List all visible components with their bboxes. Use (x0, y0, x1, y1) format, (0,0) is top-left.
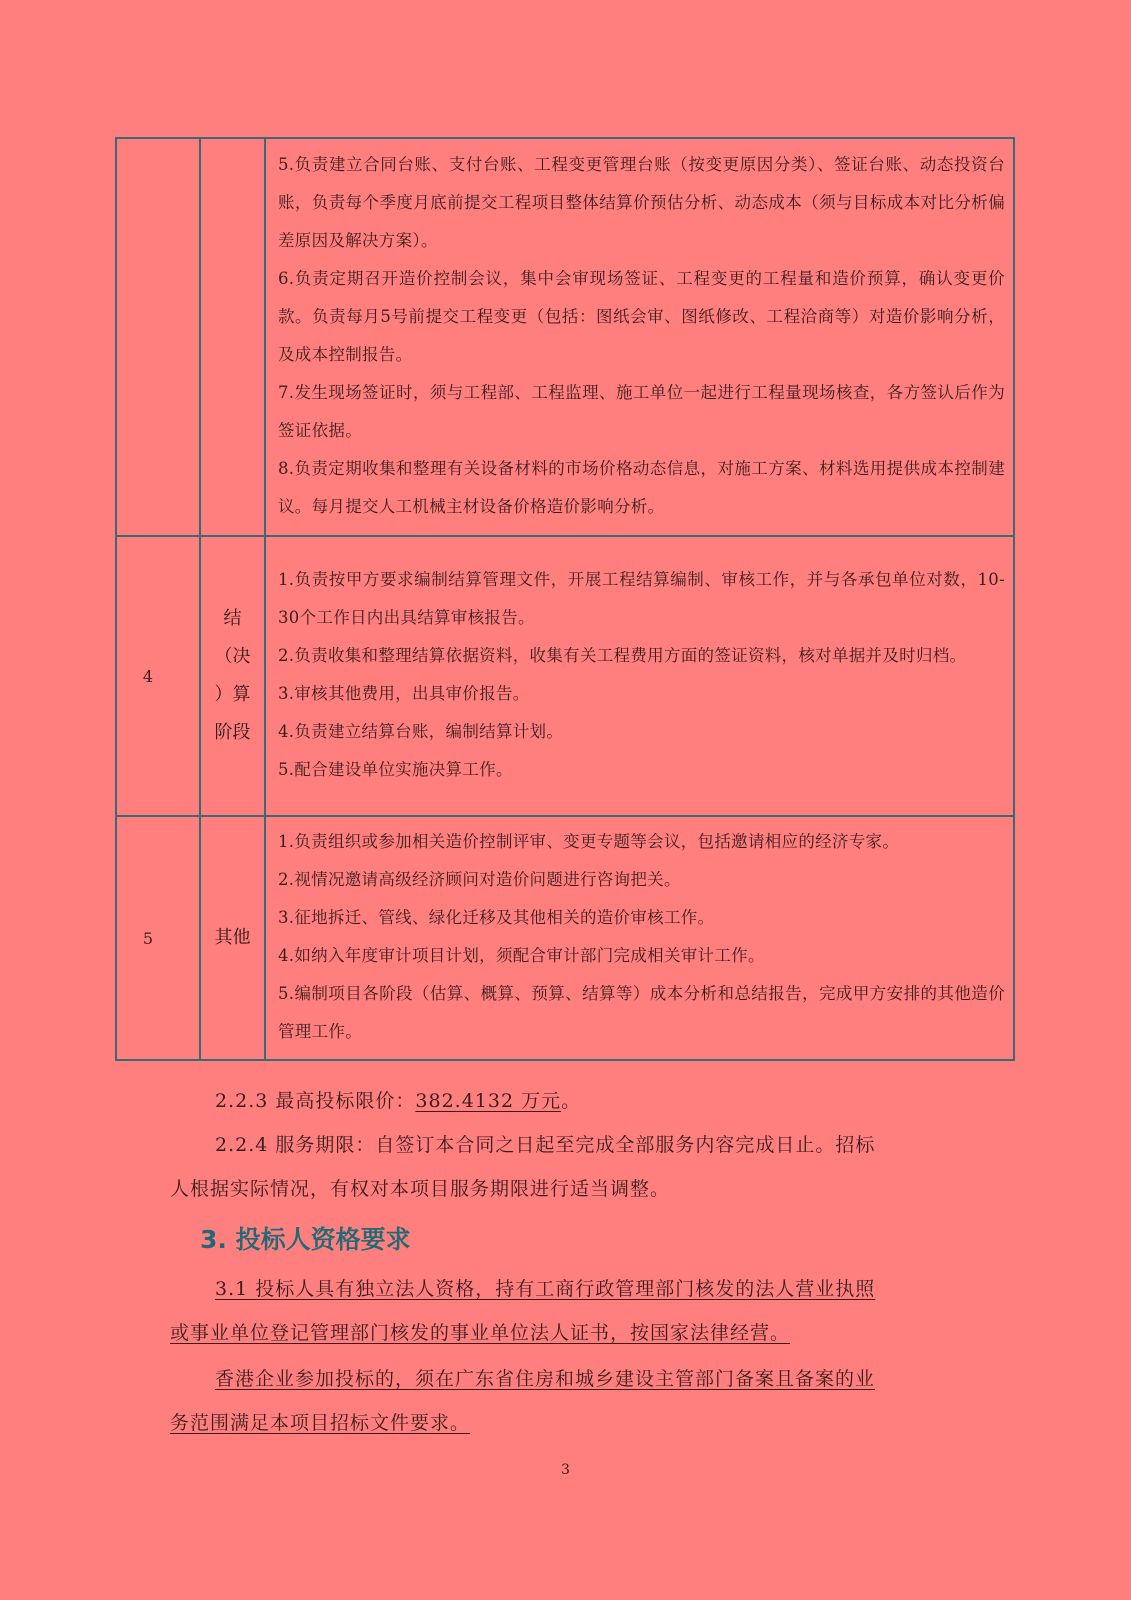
duty-item: 7.发生现场签证时，须与工程部、工程监理、施工单位一起进行工程量现场核查，各方签认后作为签证依据。 (278, 382, 1005, 440)
qualification-3-1-line-2: 或事业单位登记管理部门核发的事业单位法人证书，按国家法律经营。 (170, 1322, 791, 1344)
duty-item: 6.负责定期召开造价控制会议，集中会审现场签证、工程变更的工程量和造价预算，确认变更价款。负责每月5号前提交工程变更（包括：图纸会审、图纸修改、工程洽商等）对造价影响分析，及成本控制报告。 (278, 268, 1005, 364)
stage-label: ）算 (214, 684, 251, 705)
section-heading: 3. 投标人资格要求 (200, 1225, 411, 1254)
duty-item: 8.负责定期收集和整理有关设备材料的市场价格动态信息，对施工方案、材料选用提供成本控制建议。每月提交人工机械主材设备价格造价影响分析。 (278, 458, 1005, 516)
duty-item: 5.配合建设单位实施决算工作。 (278, 759, 513, 779)
duty-item: 5.负责建立合同台账、支付台账、工程变更管理台账（按变更原因分类）、签证台账、动态投资台账，负责每个季度月底前提交工程项目整体结算价预估分析、动态成本（须与目标成本对比分析偏差原因及解决方案）。 (278, 154, 1005, 250)
service-period-line-1: 2.2.4 服务期限：自签订本合同之日起至完成全部服务内容完成日止。招标 (215, 1134, 876, 1156)
max-bid-price-paragraph (215, 1078, 581, 1124)
duty-item: 3.审核其他费用，出具审价报告。 (278, 683, 530, 703)
service-period-line-2: 人根据实际情况，有权对本项目服务期限进行适当调整。 (170, 1178, 671, 1200)
stage-cell (200, 138, 265, 536)
duty-item: 1.负责组织或参加相关造价控制评审、变更专题等会议，包括邀请相应的经济专家。 (278, 831, 900, 851)
duty-item: 1.负责按甲方要求编制结算管理文件，开展工程结算编制、审核工作，并与各承包单位对数，10-30个工作日内出具结算审核报告。 (278, 569, 1005, 627)
duty-item: 4.如纳入年度审计项目计划，须配合审计部门完成相关审计工作。 (278, 945, 765, 965)
stage-label: 结 (223, 608, 242, 629)
duty-item: 5.编制项目各阶段（估算、概算、预算、结算等）成本分析和总结报告，完成甲方安排的其他造价管理工作。 (278, 983, 1005, 1041)
duty-item: 2.视情况邀请高级经济顾问对造价问题进行咨询把关。 (278, 869, 681, 889)
stage-label: 阶段 (214, 722, 251, 743)
hk-clause-line-1: 香港企业参加投标的，须在广东省住房和城乡建设主管部门备案且备案的业 (215, 1368, 876, 1390)
row-number: 4 (116, 536, 200, 816)
row-number (116, 138, 200, 536)
row-number: 5 (116, 816, 200, 1060)
stage-cell (200, 536, 265, 816)
max-bid-price-suffix: 。 (561, 1090, 582, 1112)
table-row (116, 536, 1014, 816)
stage-label: （决 (214, 646, 251, 667)
items-cell (265, 816, 1014, 1060)
table-row (116, 816, 1014, 1060)
max-bid-price-label: 2.2.3 最高投标限价： (215, 1090, 416, 1112)
duty-item: 2.负责收集和整理结算依据资料，收集有关工程费用方面的签证资料，核对单据并及时归档。 (278, 645, 967, 665)
items-cell (265, 138, 1014, 536)
duty-item: 4.负责建立结算台账，编制结算计划。 (278, 721, 564, 741)
duty-table (115, 137, 1015, 1061)
qualification-3-1-line-1: 3.1 投标人具有独立法人资格，持有工商行政管理部门核发的法人营业执照 (215, 1278, 876, 1300)
max-bid-price-value: 382.4132 万元 (415, 1090, 562, 1112)
stage-label: 其他 (214, 927, 251, 948)
table-row (116, 138, 1014, 536)
duty-item: 3.征地拆迁、管线、绿化迁移及其他相关的造价审核工作。 (278, 907, 715, 927)
stage-cell (200, 816, 265, 1060)
items-cell (265, 536, 1014, 816)
hk-clause-line-2: 务范围满足本项目招标文件要求。 (170, 1412, 471, 1434)
page-number: 3 (561, 1462, 570, 1478)
